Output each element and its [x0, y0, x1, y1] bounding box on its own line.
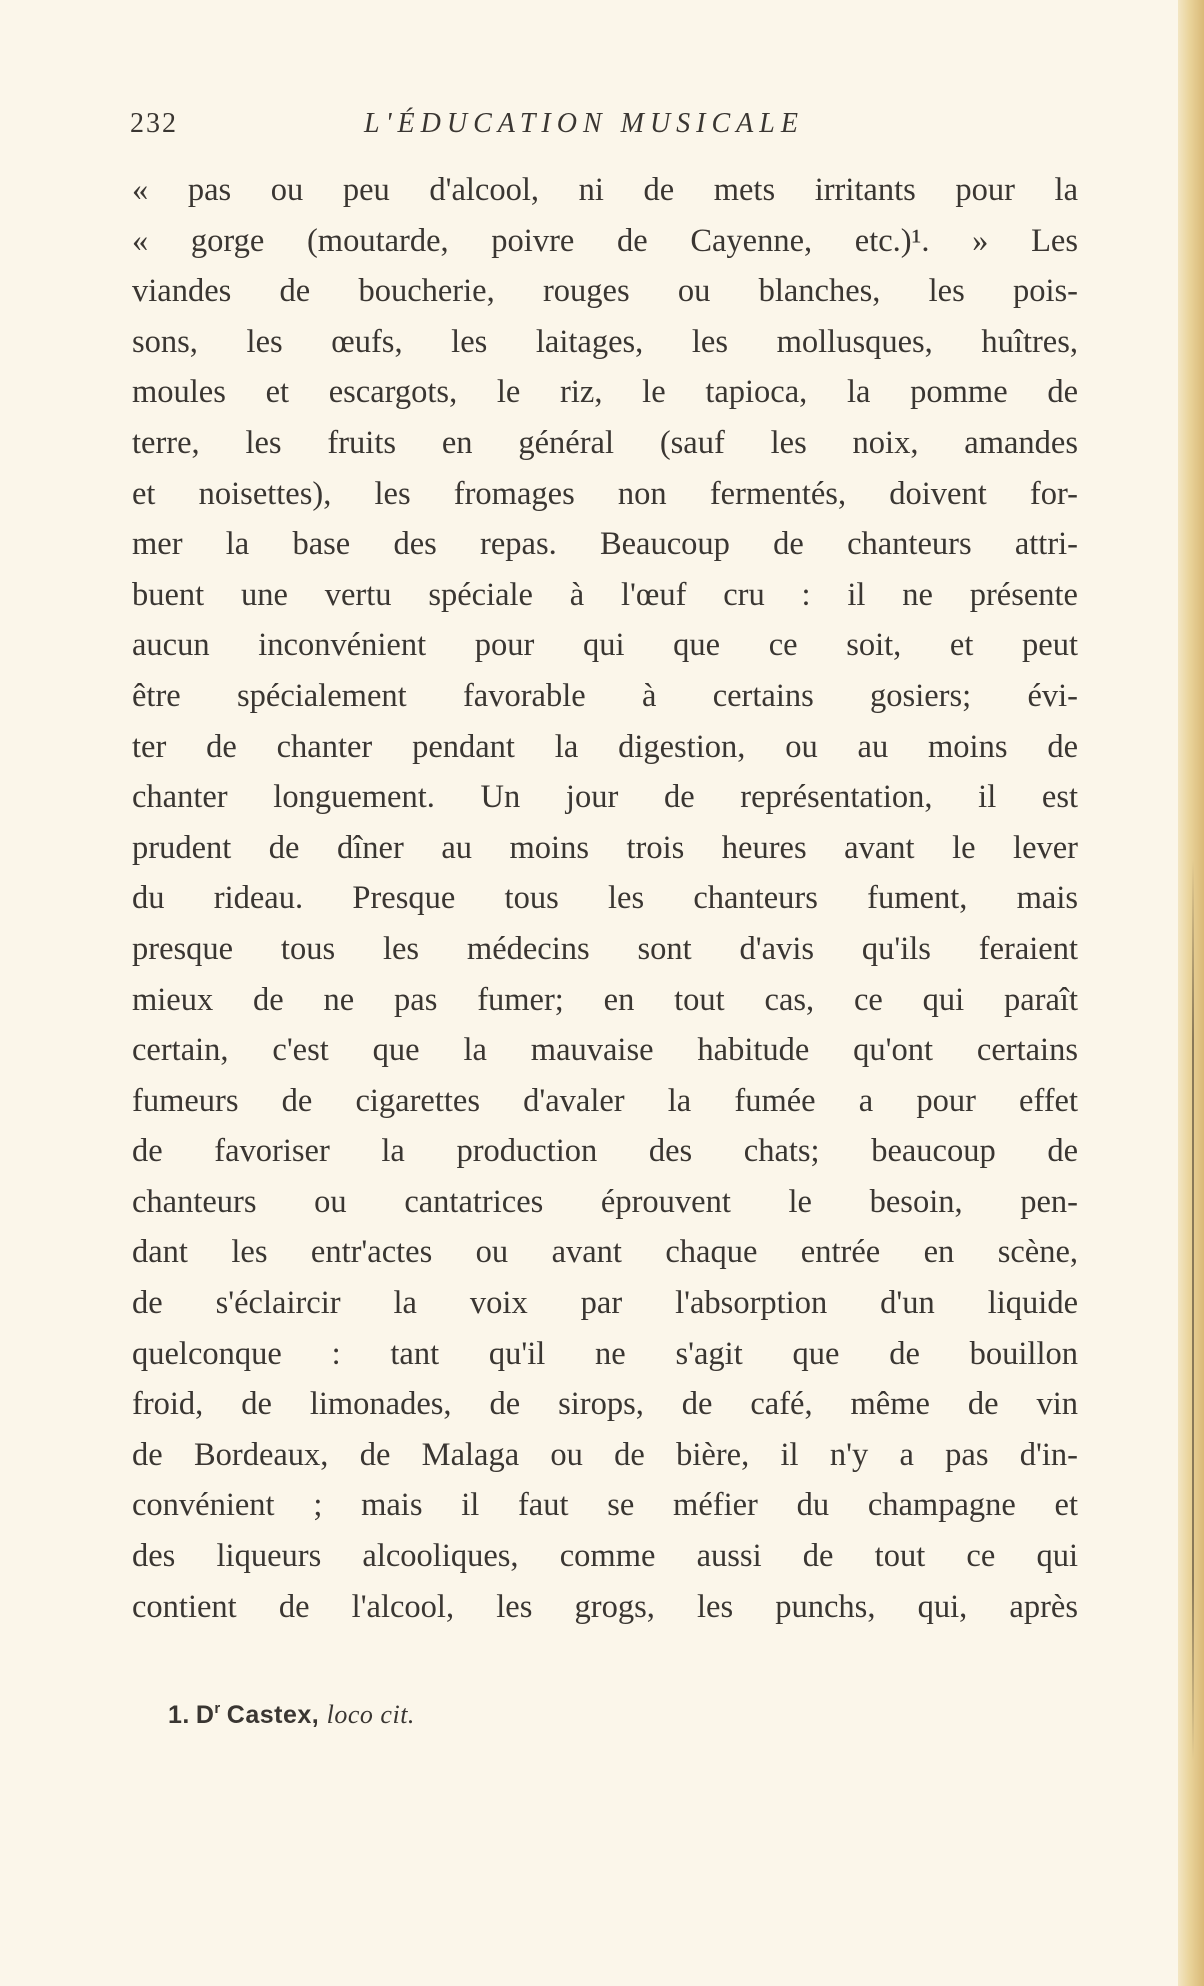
text-line: terre, les fruits en général (sauf les noix, amandes — [132, 424, 1078, 461]
text-line: presque tous les médecins sont d'avis qu'ils feraient — [132, 930, 1078, 967]
text-line: du rideau. Presque tous les chanteurs fument, mais — [132, 880, 1078, 917]
text-line: viandes de boucherie, rouges ou blanches, les pois- — [132, 273, 1078, 310]
text-line: fumeurs de cigarettes d'avaler la fumée a pour effet — [132, 1082, 1078, 1119]
running-title: L'ÉDUCATION MUSICALE — [364, 108, 804, 139]
text-line: chanter longuement. Un jour de représentation, il est — [132, 779, 1078, 816]
page-number: 232 — [130, 108, 178, 139]
text-line: de Bordeaux, de Malaga ou de bière, il n'y a pas d'in- — [132, 1436, 1078, 1473]
page-edge — [1178, 0, 1204, 1986]
text-line: dant les entr'actes ou avant chaque entrée en scène, — [132, 1234, 1078, 1271]
body-text — [132, 165, 1078, 1632]
text-line: moules et escargots, le riz, le tapioca, la pomme de — [132, 374, 1078, 411]
footnote-author-superscript: r — [214, 1700, 221, 1717]
text-line: aucun inconvénient pour qui que ce soit, et peut — [132, 627, 1078, 664]
text-line: sons, les œufs, les laitages, les mollusques, huîtres, — [132, 323, 1078, 360]
text-line: froid, de limonades, de sirops, de café, même de vin — [132, 1386, 1078, 1423]
text-line: ter de chanter pendant la digestion, ou au moins de — [132, 728, 1078, 765]
footnote-number: 1. — [168, 1701, 190, 1729]
text-line: de s'éclaircir la voix par l'absorption d'un liquide — [132, 1285, 1078, 1322]
footnote-author-prefix: D — [195, 1701, 215, 1729]
text-line: buent une vertu spéciale à l'œuf cru : il ne présente — [132, 576, 1078, 613]
text-line: « pas ou peu d'alcool, ni de mets irritants pour la — [132, 172, 1078, 208]
text-line: prudent de dîner au moins trois heures avant le lever — [132, 829, 1078, 866]
text-line: de favoriser la production des chats; beaucoup de — [132, 1133, 1078, 1170]
text-line: certain, c'est que la mauvaise habitude qu'ont certains — [132, 1032, 1078, 1069]
text-line: mer la base des repas. Beaucoup de chanteurs attri- — [132, 526, 1078, 563]
footnote-author: Castex, — [226, 1701, 320, 1729]
text-line: chanteurs ou cantatrices éprouvent le besoin, pen- — [132, 1183, 1078, 1220]
page-edge-shadow — [1192, 860, 1194, 1760]
text-line: être spécialement favorable à certains gosiers; évi- — [132, 677, 1078, 714]
footnote — [168, 1700, 415, 1730]
text-line: contient de l'alcool, les grogs, les punchs, qui, après — [132, 1588, 1078, 1625]
text-line: « gorge (moutarde, poivre de Cayenne, etc.)¹. » Les — [132, 222, 1078, 259]
text-line: quelconque : tant qu'il ne s'agit que de bouillon — [132, 1335, 1078, 1372]
text-line: mieux de ne pas fumer; en tout cas, ce qui paraît — [132, 981, 1078, 1018]
page-header — [130, 108, 1080, 148]
text-line: des liqueurs alcooliques, comme aussi de tout ce qui — [132, 1538, 1078, 1575]
footnote-citation: loco cit. — [326, 1700, 415, 1729]
text-line: convénient ; mais il faut se méfier du champagne et — [132, 1487, 1078, 1524]
text-line: et noisettes), les fromages non fermentés, doivent for- — [132, 475, 1078, 512]
